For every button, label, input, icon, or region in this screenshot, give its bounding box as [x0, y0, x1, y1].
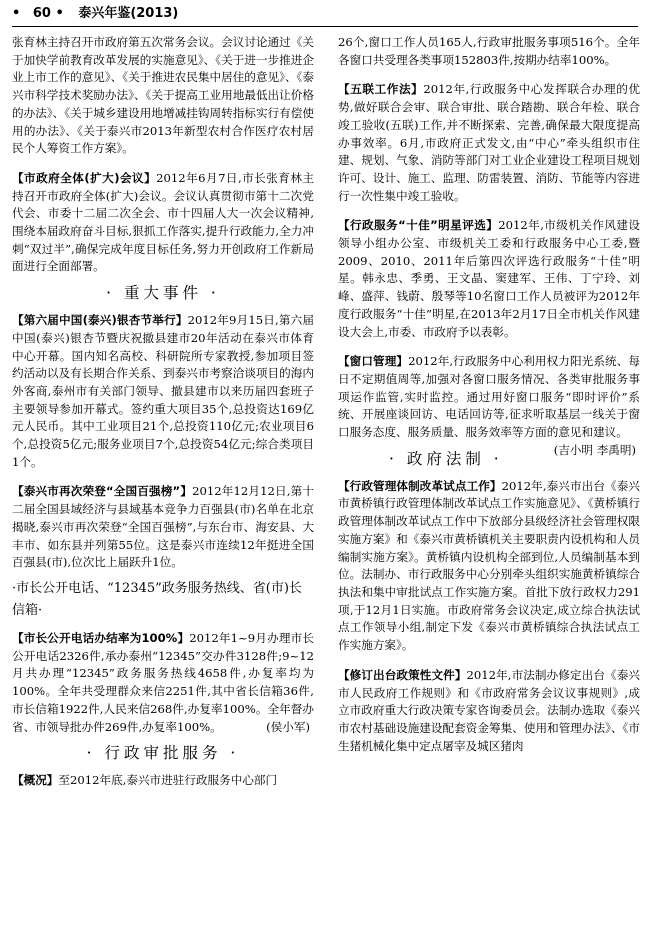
- entry-admin-reform: [338, 478, 640, 655]
- entry-keyword: 【行政管理体制改革试点工作】: [338, 478, 502, 493]
- entry-keyword: 【行政服务“十佳”明星评选】: [338, 218, 499, 233]
- header-rule: [12, 26, 638, 27]
- entry-plenary-meeting: [12, 170, 314, 276]
- entry-text: 2012年9月15日,第六届中国(泰兴)银杏节暨庆祝撤县建市20年活动在泰兴市体育中心开幕。国内知名高校、科研院所专家教授,参加项目签约活动以及有长期合作关系、到泰兴市考察洽谈项目的海内外客商,泰州市有关部门领导、撤县建市以来历届四套班子主要领导参加开幕式。签约重大项目35个,总投资达169亿元人民币。其中工业项目21个,总投资110亿元;农业项目6个,总投资5亿元;服务业项目7个,总投资54亿元;综合类项目1个。: [12, 313, 314, 469]
- paragraph: 26个,窗口工作人员165人,行政审批服务事项516个。全年各窗口共受理各类事项152803件,按期办结率100%。: [338, 35, 640, 67]
- entry-policy-documents: [338, 667, 640, 756]
- entry-keyword: 【泰兴市再次荣登“全国百强榜”】: [12, 484, 193, 499]
- page-bullet: •: [12, 6, 21, 21]
- entry-ginkgo-festival: [12, 312, 314, 471]
- book-title: 泰兴年鉴(2013): [78, 6, 179, 21]
- entry-keyword: 【市长公开电话办结率为100%】: [12, 630, 190, 645]
- entry-top100: [12, 483, 314, 572]
- entry-window-management: [338, 353, 640, 457]
- entry-text: 2012年,泰兴市出台《泰兴市黄桥镇行政管理体制改革试点工作实施意见》、《黄桥镇行政管理体制改革试点工作中下放部分县级经济社会管理权限实施方案》和《泰兴市黄桥镇机关主要职责内设机构和人员编制实施方案》。黄桥镇内设机构全部到位,人员编制基本到位。法制办、市行政服务中心分别牵头组织实施黄桥镇综合执法和集中审批试点工作实施方案。首批下放行政权力291项,于12月1日实施。市政府常务会议决定,成立综合执法试点工作领导小组,制定下发《泰兴市黄桥镇综合执法试点工作实施方案》。: [338, 478, 640, 653]
- entry-author: (侯小军): [266, 719, 310, 734]
- entry-text: 至2012年底,泰兴市进驻行政服务中心部门: [58, 773, 278, 788]
- entry-keyword: 【概况】: [12, 773, 59, 788]
- page-number: 60: [32, 6, 51, 21]
- entry-text: 2012年,行政服务中心发挥联合办理的优势,做好联合会审、联合审批、联合踏勘、联合年检、联合竣工验收(五联)工作,并不断探索、完善,确保最大限度提高办事效率。6月,市政府正式发文,由“中心”牵头组织市住建、规划、气象、消防等部门对工业企业建设工程项目规划许可、设计、施工、监理、防雷装置、消防、节能等内容进行一次性集中竣工验收。: [338, 82, 640, 203]
- entry-keyword: 【窗口管理】: [338, 354, 409, 369]
- entry-text: 2012年,市法制办修定出台《泰兴市人民政府工作规则》和《市政府常务会议议事规则》,成立市政府重大行政决策专家咨询委员会。法制办选取《泰兴市农村基础设施建设配套资金筹集、使用和管理办法》、《市生猪机械化集中定点屠宰及城区猪肉: [338, 667, 640, 753]
- entry-mayor-hotline: [12, 630, 314, 736]
- page-header: [12, 2, 638, 26]
- entry-keyword: 【修订出台政策性文件】: [338, 667, 467, 682]
- entry-keyword: 【第六届中国(泰兴)银杏节举行】: [12, 313, 188, 328]
- entry-keyword: 【五联工作法】: [338, 82, 424, 97]
- section-heading: · 政府法制 ·: [388, 449, 503, 468]
- entry-text: 2012年,行政服务中心利用权力阳光系统、每日不定期值周等,加强对各窗口服务情况、各类审批服务事项运作监管,实时监控。通过用好窗口服务“即时评价”系统、开展座谈回访、电话回访等,征求听取基层一线关于窗口服务态度、服务质量、服务效率等方面的意见和建议。: [338, 354, 640, 440]
- entry-overview: [12, 772, 314, 790]
- page-bullet: •: [55, 6, 64, 21]
- paragraph: 张育林主持召开市政府第五次常务会议。会议讨论通过《关于加快学前教育改革发展的实施意见》、《关于进一步推进企业上市工作的意见》、《关于推进农民集中居住的意见》、《泰兴市科学技术奖励办法》、《关于提高工业用地最低出让价格的办法》、《关于城乡建设用地增减挂钩周转指标实行有偿使用的办法》、《关于泰兴市2013年新型农村合作医疗农村居民个人筹资工作方案》。: [12, 35, 314, 156]
- entry-author: (吉小明 李禹明): [553, 442, 636, 457]
- right-column: [338, 34, 640, 755]
- left-column: [12, 34, 314, 790]
- section-heading: · 重大事件 ·: [106, 284, 220, 303]
- entry-five-joint-method: [338, 81, 640, 205]
- section-heading: ·市长公开电话、“12345”政务服务热线、省(市)长信箱·: [12, 580, 302, 618]
- entry-text: 2012年,市级机关作风建设领导小组办公室、市级机关工委和行政服务中心工委,暨2009、2010、2011年后第四次评选行政服务“十佳”明星。韩永忠、季勇、王文晶、窦建军、王伟、丁宁玲、刘峰、盛萍、钱蔚、殷琴等10名窗口工作人员被评为2012年度行政服务“十佳”明星,在2013年2月17日全市机关作风建设大会上,市委、市政府予以表彰。: [338, 218, 640, 339]
- section-heading: · 行政审批服务 ·: [86, 744, 240, 763]
- entry-top-ten-stars: [338, 217, 640, 341]
- entry-keyword: 【市政府全体(扩大)会议】: [12, 170, 157, 185]
- entry-text: 2012年12月12日,第十二届全国县域经济与县域基本竞争力百强县(市)名单在北京揭晓,泰兴市再次荣登“全国百强榜”,与东台市、海安县、大丰市、如东县并列第55位。这是泰兴市连续12年挺进全国百强县(市),位次比上届跃升1位。: [12, 484, 314, 570]
- entry-text: 2012年1~9月办理市长公开电话2326件,承办泰州“12345”交办件3128件;9~12月共办理“12345”政务服务热线4658件,办复率均为100%。全年共受理群众来信2251件,其中省长信箱36件,市长信箱1922件,人民来信268件,办复率100%。全年督办省、市领导批办件269件,办复率100%。: [12, 630, 314, 734]
- entry-text: 2012年6月7日,市长张育林主持召开市政府全体(扩大)会议。会议认真贯彻市第十二次党代会、市委十二届二次全会、市十四届人大一次会议精神,围绕本届政府奋斗目标,狠抓工作落实,提升行政能力,全力冲刺“双过半”,确保完成年度目标任务,努力开创政府工作新局面进行全面部署。: [12, 170, 314, 274]
